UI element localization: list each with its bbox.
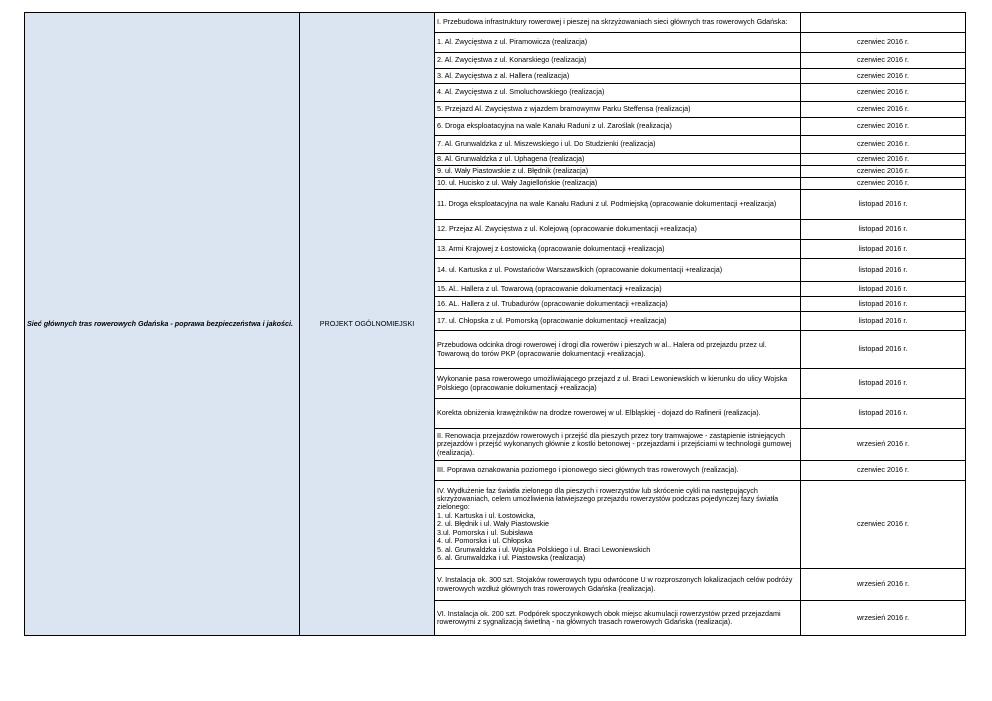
date-cell: czerwiec 2016 r. [801, 166, 966, 178]
date-cell: listopad 2016 r. [801, 369, 966, 399]
date-cell: listopad 2016 r. [801, 331, 966, 369]
task-cell: 1. Al. Zwycięstwa z ul. Piramowicza (realizacja) [435, 33, 801, 53]
date-cell: listopad 2016 r. [801, 259, 966, 282]
date-cell: czerwiec 2016 r. [801, 53, 966, 69]
date-cell: czerwiec 2016 r. [801, 33, 966, 53]
date-cell [801, 13, 966, 33]
project-table [24, 12, 966, 636]
task-cell: 5. Przejazd Al. Zwycięstwa z wjazdem bramowymw Parku Steffensa (realizacja) [435, 102, 801, 118]
task-cell: 3. Al. Zwycięstwa z al. Hallera (realizacja) [435, 69, 801, 84]
task-cell: 16. AL. Hallera z ul. Trubadurów (opracowanie dokumentacji +realizacja) [435, 297, 801, 312]
date-cell: listopad 2016 r. [801, 240, 966, 259]
date-cell: czerwiec 2016 r. [801, 69, 966, 84]
date-cell: listopad 2016 r. [801, 297, 966, 312]
task-cell: 14. ul. Kartuska z ul. Powstańców Warszawslkich (opracowanie dokumentacji +realizacja) [435, 259, 801, 282]
date-cell: listopad 2016 r. [801, 312, 966, 331]
section-name-cell: Sieć głównych tras rowerowych Gdańska - poprawa bezpieczeństwa i jakości. [25, 13, 300, 636]
task-cell: Wykonanie pasa rowerowego umożliwiającego przejazd z ul. Braci Lewoniewskich w kierunku do ulicy Wojska Polskiego (opracowanie dokumentacji +realizacja) [435, 369, 801, 399]
task-cell: 8. Al. Grunwaldzka z ul. Uphagena (realizacja) [435, 154, 801, 166]
date-cell: czerwiec 2016 r. [801, 118, 966, 136]
date-cell: czerwiec 2016 r. [801, 481, 966, 569]
table-row [25, 13, 966, 33]
task-cell: 2. Al. Zwycięstwa z ul. Konarskiego (realizacja) [435, 53, 801, 69]
task-cell: 4. Al. Zwycięstwa z ul. Smoluchowskiego (realizacja) [435, 84, 801, 102]
task-cell: II. Renowacja przejazdów rowerowych i przejść dla pieszych przez tory tramwajowe - zastąpienie istniejących przejazdów i przejść wykonanych głównie z kostki betonowej - przejazdami i przejściami w technologii gumowej (realizacja). [435, 429, 801, 461]
date-cell: czerwiec 2016 r. [801, 178, 966, 190]
date-cell: wrzesień 2016 r. [801, 569, 966, 601]
date-cell: czerwiec 2016 r. [801, 461, 966, 481]
date-cell: wrzesień 2016 r. [801, 429, 966, 461]
task-cell: 10. ul. Hucisko z ul. Wały Jagiellońskie (realizacja) [435, 178, 801, 190]
date-cell: listopad 2016 r. [801, 220, 966, 240]
task-cell: 15. Al.. Hallera z ul. Towarową (opracowanie dokumentacji +realizacja) [435, 282, 801, 297]
date-cell: czerwiec 2016 r. [801, 84, 966, 102]
task-cell: Przebudowa odcinka drogi rowerowej i drogi dla rowerów i pieszych w al.. Halera od przejazdu przez ul. Towarową do torów PKP (opracowanie dokumentacji +realizacja). [435, 331, 801, 369]
task-cell: 6. Droga eksploatacyjna na wale Kanału Raduni z ul. Zaroślak (realizacja) [435, 118, 801, 136]
task-cell: I. Przebudowa infrastruktury rowerowej i pieszej na skrzyżowaniach sieci głównych tras rowerowych Gdańska: [435, 13, 801, 33]
date-cell: czerwiec 2016 r. [801, 102, 966, 118]
task-cell: VI. Instalacja ok. 200 szt. Podpórek spoczynkowych obok miejsc akumulacji rowerzystów przed przejazdami rowerowymi z sygnalizacją świetlną - na głównych trasach rowerowych Gdańska (realizacja). [435, 601, 801, 636]
date-cell: listopad 2016 r. [801, 282, 966, 297]
task-cell: 9. ul. Wały Piastowskie z ul. Błędnik (realizacja) [435, 166, 801, 178]
project-table-body [25, 13, 966, 636]
date-cell: listopad 2016 r. [801, 190, 966, 220]
task-cell: 12. Przejaz Al. Zwycięstwa z ul. Kolejową (opracowanie dokumentacji +realizacja) [435, 220, 801, 240]
task-cell: IV. Wydłużenie faz światła zielonego dla pieszych i rowerzystów lub skrócenie cykli na następujących skrzyżowaniach, celem umożliwienia łatwiejszego przejazdu rowerzystów podczas pojedynczej fazy światła zielonego: 1. ul. Kartuska i ul. Łostowicka, 2. ul. Błędnik i ul. Wały Piastowskie 3.ul. Pomorska i ul. Subisława 4. ul. Pomorska i ul. Chłopska 5. al. Grunwaldzka i ul. Wojska Polskiego i ul. Braci Lewoniewskich 6. al. Grunwaldzka i ul. Piastowska (realizacja) [435, 481, 801, 569]
date-cell: wrzesień 2016 r. [801, 601, 966, 636]
date-cell: czerwiec 2016 r. [801, 154, 966, 166]
date-cell: czerwiec 2016 r. [801, 136, 966, 154]
project-type-cell: PROJEKT OGÓLNOMIEJSKI [300, 13, 435, 636]
task-cell: 11. Droga eksploatacyjna na wale Kanału Raduni z ul. Podmiejską (opracowanie dokumentacji +realizacja) [435, 190, 801, 220]
task-cell: Korekta obniżenia krawężników na drodze rowerowej w ul. Elbląskiej - dojazd do Rafinerii (realizacja). [435, 399, 801, 429]
task-cell: V. Instalacja ok. 300 szt. Stojaków rowerowych typu odwrócone U w rozproszonych lokalizacjach celów podróży rowerowych wzdłuż głównych tras rowerowych Gdańska (realizacja). [435, 569, 801, 601]
task-cell: 17. ul. Chłopska z ul. Pomorską (opracowanie dokumentacji +realizacja) [435, 312, 801, 331]
date-cell: listopad 2016 r. [801, 399, 966, 429]
task-cell: 7. Al. Grunwaldzka z ul. Miszewskiego i ul. Do Studzienki (realizacja) [435, 136, 801, 154]
task-cell: 13. Armi Krajowej z Łostowicką (opracowanie dokumentacji +realizacja) [435, 240, 801, 259]
task-cell: III. Poprawa oznakowania poziomego i pionowego sieci głównych tras rowerowych (realizacja). [435, 461, 801, 481]
